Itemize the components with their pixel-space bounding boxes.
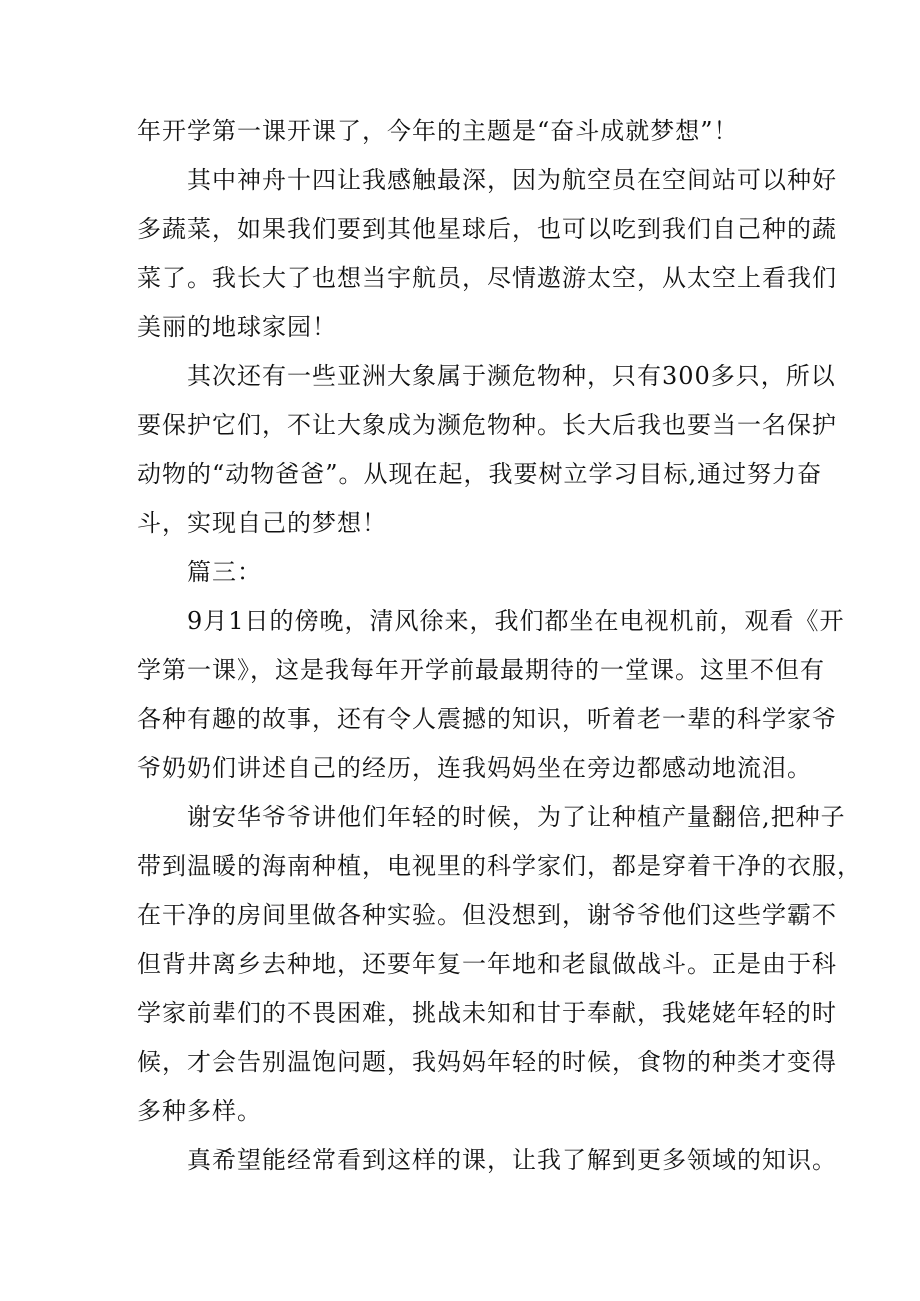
text-line: 谢安华爷爷讲他们年轻的时候，为了让种植产量翻倍,把种子 [187,803,846,831]
text-line: 9月1日的傍晚，清风徐来，我们都坐在电视机前，观看《开 [187,607,845,635]
text-line: 动物的“动物爸爸”。从现在起，我要树立学习目标,通过努力奋 [137,460,823,488]
text-line: 带到温暖的海南种植，电视里的科学家们，都是穿着干净的衣服， [137,852,862,880]
text-line: 学家前辈们的不畏困难，挑战未知和甘于奉献，我姥姥年轻的时 [137,999,837,1027]
text-line: 真希望能经常看到这样的课，让我了解到更多领域的知识。 [187,1146,837,1174]
text-line: 其次还有一些亚洲大象属于濒危物种，只有300多只，所以 [187,362,836,390]
text-line: 菜了。我长大了也想当宇航员，尽情遨游太空，从太空上看我们 [137,264,837,292]
text-line: 美丽的地球家园！ [137,313,337,341]
text-line: 爷奶奶们讲述自己的经历，连我妈妈坐在旁边都感动地流泪。 [137,754,812,782]
text-line: 学第一课》，这是我每年开学前最最期待的一堂课。这里不但有 [137,656,825,684]
section-heading: 篇三： [187,558,262,586]
text-line: 多蔬菜，如果我们要到其他星球后，也可以吃到我们自己种的蔬 [137,215,837,243]
text-line: 其中神舟十四让我感触最深，因为航空员在空间站可以种好 [187,166,837,194]
text-line: 多种多样。 [137,1097,262,1125]
text-line: 在干净的房间里做各种实验。但没想到，谢爷爷他们这些学霸不 [137,901,837,929]
text-line: 要保护它们，不让大象成为濒危物种。长大后我也要当一名保护 [137,411,837,439]
text-line: 年开学第一课开课了，今年的主题是“奋斗成就梦想”！ [137,117,739,145]
text-line: 各种有趣的故事，还有令人震撼的知识，听着老一辈的科学家爷 [137,705,837,733]
text-line: 候，才会告别温饱问题，我妈妈年轻的时候，食物的种类才变得 [137,1048,837,1076]
text-line: 斗，实现自己的梦想！ [137,509,387,537]
text-line: 但背井离乡去种地，还要年复一年地和老鼠做战斗。正是由于科 [137,950,837,978]
